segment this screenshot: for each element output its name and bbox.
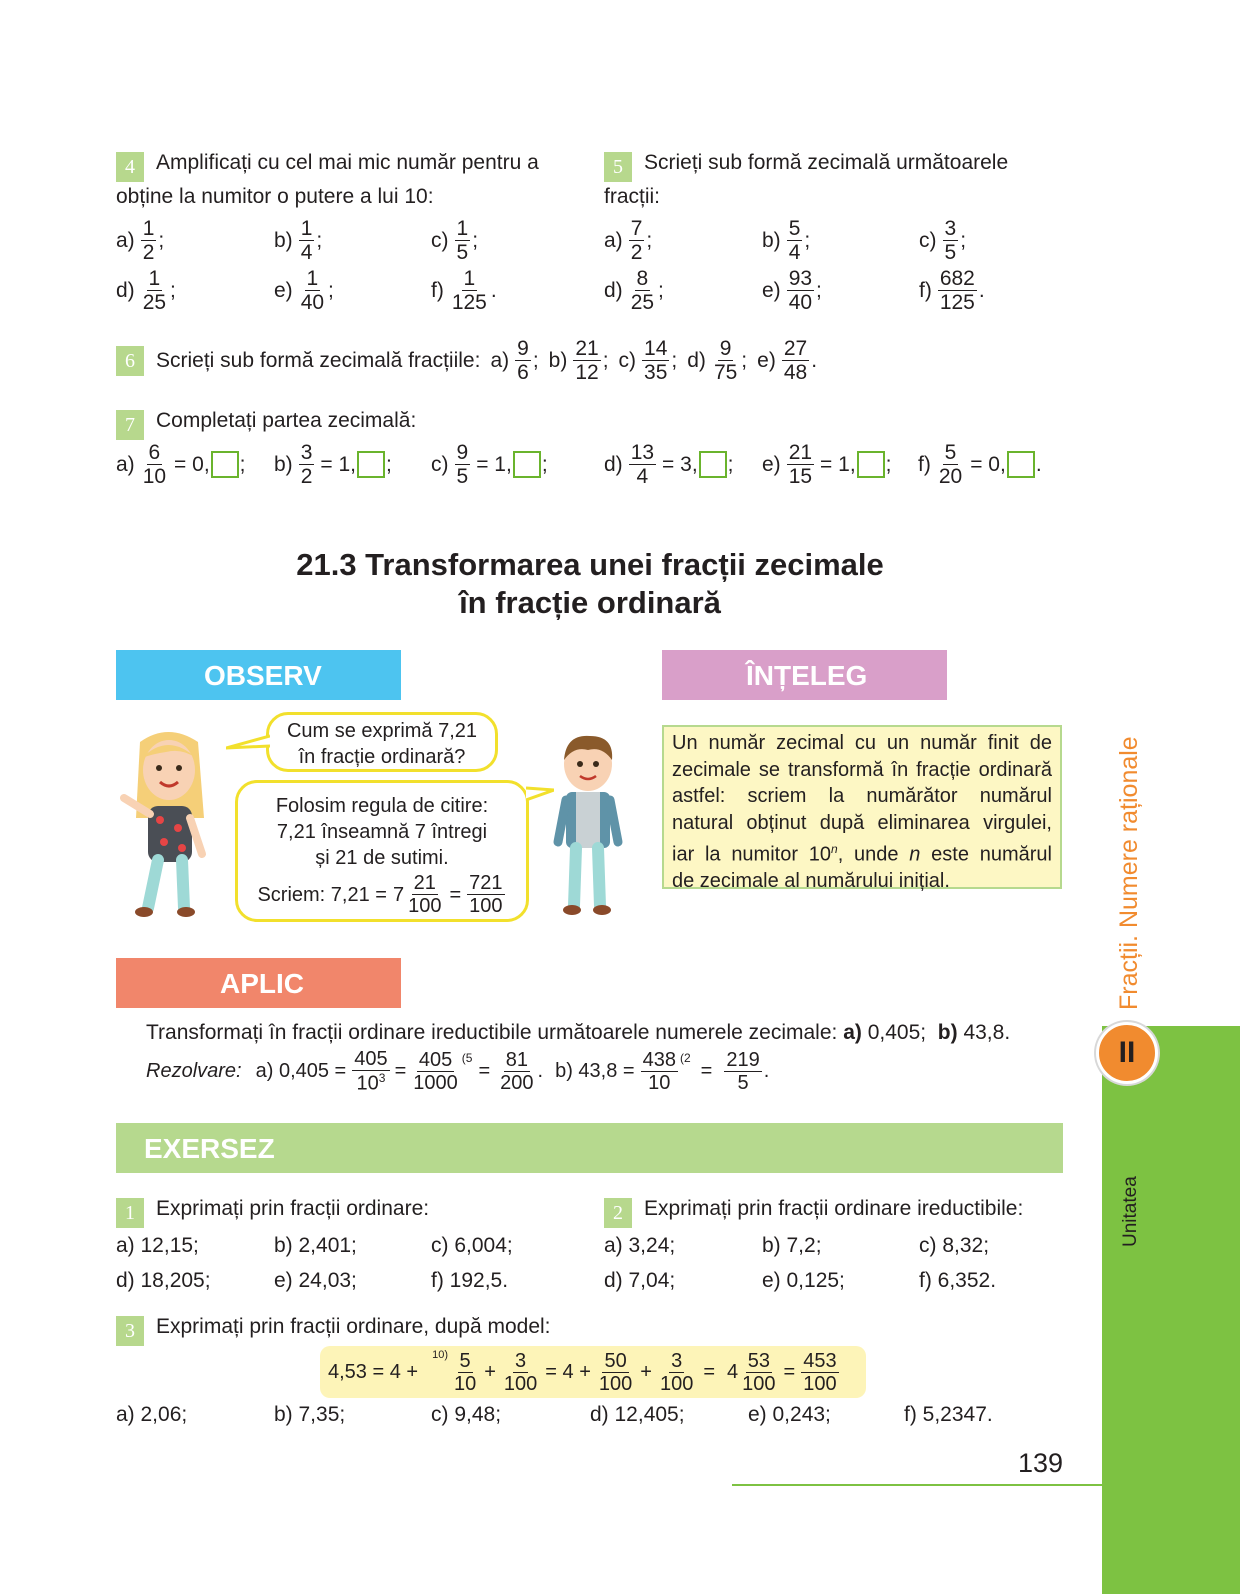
exercise-item: d) $\frac{8}{25}$ ; — [604, 267, 664, 314]
exercise-text: fracții: — [604, 185, 661, 208]
bubble-tail — [526, 786, 554, 802]
bubble-text: Folosim regula de citire: — [275, 795, 489, 817]
answer-box[interactable] — [357, 451, 385, 478]
fraction: $\frac{13}{4}$ — [630, 441, 655, 488]
fraction: $\frac{93}{40}$ — [788, 267, 813, 314]
side-title: Fracții. Numere raționale — [1115, 736, 1143, 1010]
exercise-item: d) $\frac{1}{25}$ ; — [116, 267, 176, 314]
bubble-text: Scriem: 7,21 = — [257, 883, 387, 906]
exercise-5 — [604, 148, 1074, 212]
exercise-text: Amplificați cu cel mai mic număr pentru a — [156, 151, 539, 174]
bubble-tail — [226, 734, 270, 750]
exercise-item: a) $\frac{7}{2}$ ; — [604, 217, 653, 264]
exercise-item: b) $\frac{1}{4}$ ; — [274, 217, 323, 264]
fraction: $\frac{453}{100}$ — [803, 1349, 837, 1395]
exercise-item: b) 7,35; — [274, 1403, 346, 1426]
exercise-e3 — [116, 1312, 551, 1346]
answer-box[interactable] — [699, 451, 727, 478]
fraction: $\frac{5}{4}$ — [788, 217, 801, 264]
exercise-item: f) $\frac{682}{125}$ . — [919, 267, 985, 314]
fraction: $\frac{405}{1000}$ — [413, 1048, 458, 1094]
answer-box[interactable] — [211, 451, 239, 478]
fraction: $\frac{5}{20}$ — [938, 441, 963, 488]
fraction: $\frac{9}{5}$ — [456, 441, 469, 488]
exercise-number: 3 — [116, 1316, 144, 1346]
exercise-item: b) $\frac{21}{12}$ ; — [548, 337, 609, 384]
fraction: $\frac{1}{25}$ — [142, 267, 167, 314]
fraction: $\frac{27}{48}$ — [783, 337, 808, 384]
aplic-task: Transformați în fracții ordinare ireductibile următoarele numerele zecimale: a) 0,405; b) 43,8. — [146, 1021, 1011, 1044]
fraction: $\frac{3}{5}$ — [944, 217, 957, 264]
exercise-item: a) 3,24; — [604, 1234, 676, 1257]
exercise-item: b) 2,401; — [274, 1234, 357, 1257]
unit-word: Unitatea — [1120, 1176, 1141, 1247]
exercise-text: Completați partea zecimală: — [156, 409, 417, 432]
aplic-label: APLIC — [220, 968, 304, 999]
bubble-text: în fracție ordinară? — [298, 746, 466, 768]
fraction: $\frac{1}{4}$ — [300, 217, 313, 264]
exercise-item: c) 6,004; — [431, 1234, 513, 1257]
answer-box[interactable] — [1007, 451, 1035, 478]
bubble-text: Cum se exprimă 7,21 — [286, 720, 478, 742]
exercise-item: a) $\frac{6}{10}$ = 0, ; — [116, 441, 246, 488]
exercise-text: Exprimați prin fracții ordinare ireductibile: — [644, 1197, 1024, 1220]
footer-line — [732, 1484, 1102, 1486]
fraction: $\frac{1}{125}$ — [451, 267, 487, 314]
fraction: $\frac{21}{100}$ — [408, 872, 442, 917]
exercise-4 — [116, 148, 586, 212]
note-line: natural obținut după eliminarea virgulei, — [672, 811, 1052, 834]
side-tab — [1102, 1026, 1240, 1594]
fraction: $\frac{5}{10}$ — [453, 1349, 477, 1395]
exercise-item: c) $\frac{14}{35}$ ; — [618, 337, 678, 384]
bubble-text: și 21 de sutimi. — [315, 847, 449, 869]
fraction: $\frac{682}{125}$ — [939, 267, 975, 314]
exercise-number: 6 — [116, 346, 144, 376]
bubble-text: 7,21 înseamnă 7 întregi — [276, 821, 488, 843]
exercise-item: e) $\frac{21}{15}$ = 1, ; — [762, 441, 892, 488]
unit-badge — [1096, 1022, 1158, 1084]
exercise-item: d) 18,205; — [116, 1269, 211, 1292]
speech-bubble-answer — [235, 780, 529, 922]
fraction: $\frac{9}{6}$ — [517, 337, 529, 384]
exercise-item: f) 5,2347. — [904, 1403, 993, 1426]
fraction: $\frac{81}{200}$ — [500, 1048, 534, 1094]
aplic-banner — [116, 958, 401, 1008]
exercise-item: b) 7,2; — [762, 1234, 822, 1257]
exercise-e2 — [604, 1194, 1023, 1228]
note-line: de zecimale al numărului inițial. — [672, 870, 950, 893]
fraction: $\frac{219}{5}$ — [726, 1048, 760, 1094]
note-line: astfel: scriem la numărător numărul — [672, 785, 1052, 807]
exercise-item: c) 9,48; — [431, 1403, 502, 1426]
exercise-item: c) $\frac{9}{5}$ = 1, ; — [431, 441, 548, 488]
exercise-item: f) 6,352. — [919, 1269, 997, 1292]
exercise-item: b) $\frac{5}{4}$ ; — [762, 217, 811, 264]
note-line: Un număr zecimal cu un număr finit de — [672, 732, 1052, 754]
section-title — [0, 546, 1180, 622]
note-line: iar la numitor 10$^n$, unde n este numărul — [672, 842, 1052, 866]
exercise-number: 4 — [116, 152, 144, 182]
exercise-item: e) $\frac{27}{48}$ . — [757, 337, 818, 384]
exercise-item: c) 8,32; — [919, 1234, 990, 1257]
observ-banner — [116, 650, 401, 700]
exercise-item: d) 7,04; — [604, 1269, 676, 1292]
exercise-item: e) 24,03; — [274, 1269, 357, 1292]
exercise-item: a) 2,06; — [116, 1403, 188, 1426]
exercise-item: c) $\frac{1}{5}$ ; — [431, 217, 479, 264]
answer-box[interactable] — [857, 451, 885, 478]
fraction: $\frac{3}{100}$ — [659, 1349, 694, 1395]
exercise-e1 — [116, 1194, 429, 1228]
inteleg-note — [662, 725, 1062, 893]
whole-part: 7 — [392, 883, 405, 906]
exercise-item: b) $\frac{3}{2}$ = 1, ; — [274, 441, 392, 488]
fraction: $\frac{9}{75}$ — [713, 337, 738, 384]
section-title-line: 21.3 Transformarea unei fracții zecimale — [296, 547, 884, 582]
exercise-text: Exprimați prin fracții ordinare, după model: — [156, 1315, 551, 1338]
exercise-item: e) $\frac{1}{40}$ ; — [274, 267, 334, 314]
exercise-text: Scrieți sub formă zecimală următoarele — [644, 151, 1009, 174]
inteleg-label: ÎNȚELEG — [746, 660, 868, 691]
exercise-item: e) $\frac{93}{40}$ ; — [762, 267, 822, 314]
observ-label: OBSERV — [204, 660, 322, 691]
fraction: $\frac{7}{2}$ — [630, 217, 643, 264]
exercise-text: Scrieți sub formă zecimală fracțiile: — [156, 348, 481, 372]
fraction: $\frac{3}{2}$ — [300, 441, 313, 488]
exercise-number: 2 — [604, 1198, 632, 1228]
exercise-item: e) 0,125; — [762, 1269, 845, 1292]
fraction: $\frac{8}{25}$ — [630, 267, 655, 314]
fraction: $\frac{1}{40}$ — [300, 267, 325, 314]
exercise-7 — [116, 406, 416, 440]
exercise-text: Exprimați prin fracții ordinare: — [156, 1197, 430, 1220]
exercise-item: f) $\frac{5}{20}$ = 0, . — [918, 441, 1042, 488]
boy-illustration — [552, 730, 624, 918]
exercise-number: 1 — [116, 1198, 144, 1228]
unit-number: II — [1118, 1036, 1136, 1069]
fraction: $\frac{21}{12}$ — [575, 337, 599, 384]
fraction: $\frac{721}{100}$ — [469, 872, 503, 917]
aplic-solution: Rezolvare: a) 0,405 = $\frac{405}{10^3}$ = $\frac{405}{1000}$ (5 = $\frac{81}{200}$ . b) 43,8 = $\frac{438}{10}$ (2 = $\frac{219}{5}$ . — [146, 1048, 770, 1095]
exercise-6 — [116, 338, 817, 383]
exercise-text: obține la numitor o putere a lui 10: — [116, 185, 434, 208]
exersez-label: EXERSEZ — [144, 1133, 275, 1164]
equals-sign: = — [449, 883, 462, 906]
exercise-item: d) $\frac{9}{75}$ ; — [687, 337, 748, 384]
exercise-number: 7 — [116, 410, 144, 440]
exercise-item: d) 12,405; — [590, 1403, 685, 1426]
exercise-item: d) $\frac{13}{4}$ = 3, ; — [604, 441, 734, 488]
fraction: $\frac{6}{10}$ — [142, 441, 167, 488]
fraction: $\frac{1}{2}$ — [142, 217, 155, 264]
page-number: 139 — [1018, 1448, 1064, 1478]
exercise-item: e) 0,243; — [748, 1403, 831, 1426]
speech-bubble-question — [266, 712, 498, 772]
note-line: zecimale se transformă în fracție ordinară — [672, 758, 1052, 781]
section-title-line: în fracție ordinară — [459, 585, 721, 620]
fraction: $\frac{1}{5}$ — [456, 217, 469, 264]
exercise-item: f) $\frac{1}{125}$ . — [431, 267, 497, 314]
fraction: $\frac{405}{10^3}$ — [354, 1048, 388, 1095]
model-box: 4,53 = 4 + 10) $\frac{5}{10}$ + $\frac{3}{100}$ = 4 + $\frac{50}{100}$ + $\frac{3}{100}$ = 4 $\frac{53}{100}$ = $\frac{453}{100}$ — [320, 1346, 866, 1398]
inteleg-banner — [662, 650, 947, 700]
girl-illustration — [112, 728, 222, 920]
fraction: $\frac{21}{15}$ — [788, 441, 813, 488]
exercise-item: a) 12,15; — [116, 1234, 199, 1257]
exersez-banner — [116, 1123, 1063, 1173]
exercise-item: f) 192,5. — [431, 1269, 509, 1292]
exercise-item: c) $\frac{3}{5}$ ; — [919, 217, 967, 264]
exercise-item: a) $\frac{1}{2}$ ; — [116, 217, 165, 264]
fraction: $\frac{53}{100}$ — [742, 1349, 776, 1395]
fraction: $\frac{3}{100}$ — [503, 1349, 538, 1395]
fraction: $\frac{14}{35}$ — [644, 337, 668, 384]
exercise-number: 5 — [604, 152, 632, 182]
fraction: $\frac{50}{100}$ — [598, 1349, 633, 1395]
answer-box[interactable] — [513, 451, 541, 478]
fraction: $\frac{438}{10}$ — [642, 1048, 676, 1094]
exercise-item: a) $\frac{9}{6}$ ; — [490, 337, 539, 384]
